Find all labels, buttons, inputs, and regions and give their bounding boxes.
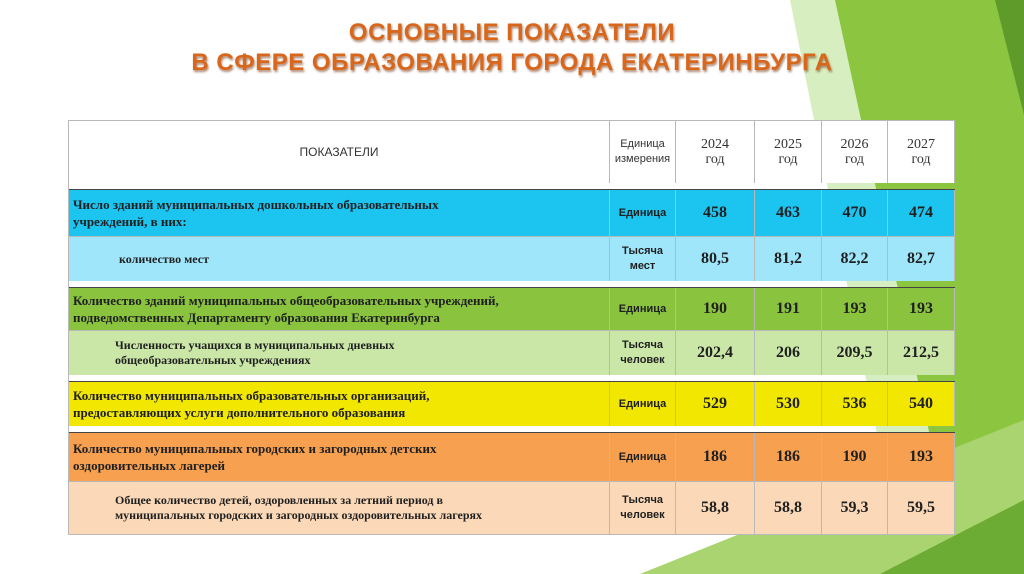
value-2024: 58,8	[676, 482, 755, 534]
header-unit	[610, 121, 676, 183]
row-unit: Единица	[610, 190, 676, 236]
header-unit-line1: Единица	[620, 138, 665, 150]
row-label: количество мест	[69, 237, 610, 281]
value-2025: 463	[755, 190, 822, 236]
value-2024: 458	[676, 190, 755, 236]
table-row	[69, 432, 955, 481]
value-2027: 59,5	[888, 482, 955, 534]
value-2026: 536	[822, 382, 888, 426]
header-year-2024: 2024 год	[676, 121, 755, 183]
row-unit: Единица	[610, 382, 676, 426]
table-header-row	[69, 120, 955, 183]
table-row	[69, 381, 955, 426]
row-label: Численность учащихся в муниципальных дневных общеобразовательных учреждениях	[69, 331, 610, 375]
row-label: Количество муниципальных образовательных организаций, предоставляющих услуги дополнительного образования	[69, 382, 610, 426]
header-year-2027: 2027 год	[888, 121, 955, 183]
table-row	[69, 189, 955, 236]
value-2027: 193	[888, 433, 955, 481]
title-line-1: ОСНОВНЫЕ ПОКАЗАТЕЛИ	[348, 19, 676, 46]
value-2024: 80,5	[676, 237, 755, 281]
row-unit: Тысяча человек	[610, 482, 676, 534]
header-year-2025: 2025 год	[755, 121, 822, 183]
value-2026: 82,2	[822, 237, 888, 281]
value-2025: 530	[755, 382, 822, 426]
title-line-2: В СФЕРЕ ОБРАЗОВАНИЯ ГОРОДА ЕКАТЕРИНБУРГА	[191, 49, 833, 76]
value-2026: 193	[822, 288, 888, 330]
value-2026: 209,5	[822, 331, 888, 375]
value-2025: 81,2	[755, 237, 822, 281]
value-2026: 470	[822, 190, 888, 236]
value-2025: 191	[755, 288, 822, 330]
value-2024: 202,4	[676, 331, 755, 375]
header-year-2026: 2026 год	[822, 121, 888, 183]
header-indicators: ПОКАЗАТЕЛИ	[69, 121, 610, 183]
row-unit: Тысяча человек	[610, 331, 676, 375]
indicators-table	[68, 120, 955, 535]
row-unit: Единица	[610, 433, 676, 481]
value-2026: 59,3	[822, 482, 888, 534]
row-unit: Тысяча мест	[610, 237, 676, 281]
row-label: Общее количество детей, оздоровленных за летний период в муниципальных городских и загородных оздоровительных лагерях	[69, 482, 610, 534]
row-label: Число зданий муниципальных дошкольных образовательных учреждений, в них:	[69, 190, 610, 236]
row-label: Количество муниципальных городских и загородных детских оздоровительных лагерей	[69, 433, 610, 481]
value-2027: 474	[888, 190, 955, 236]
value-2027: 212,5	[888, 331, 955, 375]
value-2024: 186	[676, 433, 755, 481]
value-2025: 58,8	[755, 482, 822, 534]
value-2024: 529	[676, 382, 755, 426]
table-row	[69, 481, 955, 535]
slide-title	[0, 18, 1024, 78]
table-row	[69, 287, 955, 330]
header-unit-line2: измерения	[614, 153, 671, 165]
table-row	[69, 330, 955, 375]
table-row	[69, 236, 955, 281]
value-2026: 190	[822, 433, 888, 481]
value-2025: 206	[755, 331, 822, 375]
row-unit: Единица	[610, 288, 676, 330]
value-2027: 193	[888, 288, 955, 330]
value-2024: 190	[676, 288, 755, 330]
value-2027: 82,7	[888, 237, 955, 281]
row-label: Количество зданий муниципальных общеобразовательных учреждений, подведомственных Департаменту образования Екатеринбурга	[69, 288, 610, 330]
value-2025: 186	[755, 433, 822, 481]
value-2027: 540	[888, 382, 955, 426]
